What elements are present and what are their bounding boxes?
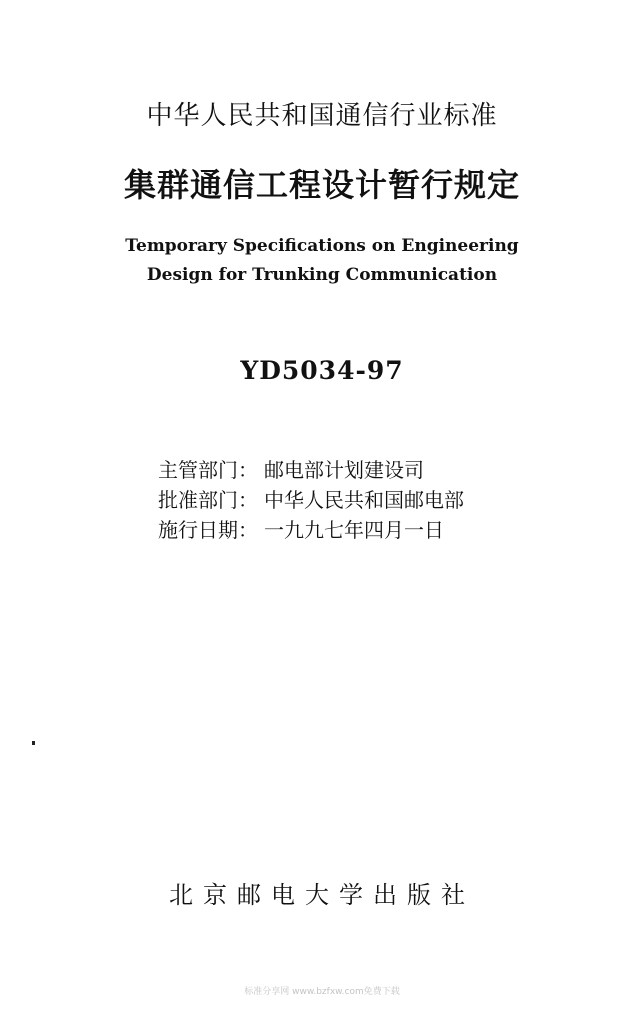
publisher-name: 北京邮电大学出版社 <box>169 881 475 909</box>
source-watermark: 标准分享网 www.bzfxw.com免费下载 <box>244 987 400 997</box>
meta-row-approval <box>158 484 464 513</box>
meta-value: 一九九七年四月一日 <box>264 518 444 542</box>
document-title-english-line1: Temporary Specifications on Engineering <box>125 236 519 256</box>
document-title-english-line2: Design for Trunking Communication <box>146 265 498 285</box>
meta-label: 施行日期： <box>158 518 258 542</box>
standard-code: YD5034-97 <box>240 356 404 385</box>
document-title-chinese: 集群通信工程设计暂行规定 <box>123 166 520 204</box>
meta-row-authority <box>158 454 424 483</box>
industry-standard-heading: 中华人民共和国通信行业标准 <box>146 101 498 131</box>
meta-value: 邮电部计划建设司 <box>264 458 424 482</box>
meta-row-effective-date <box>158 514 444 543</box>
meta-value: 中华人民共和国邮电部 <box>264 488 464 512</box>
meta-label: 批准部门： <box>158 488 258 512</box>
scan-speck <box>32 741 35 745</box>
meta-label: 主管部门： <box>158 458 258 482</box>
